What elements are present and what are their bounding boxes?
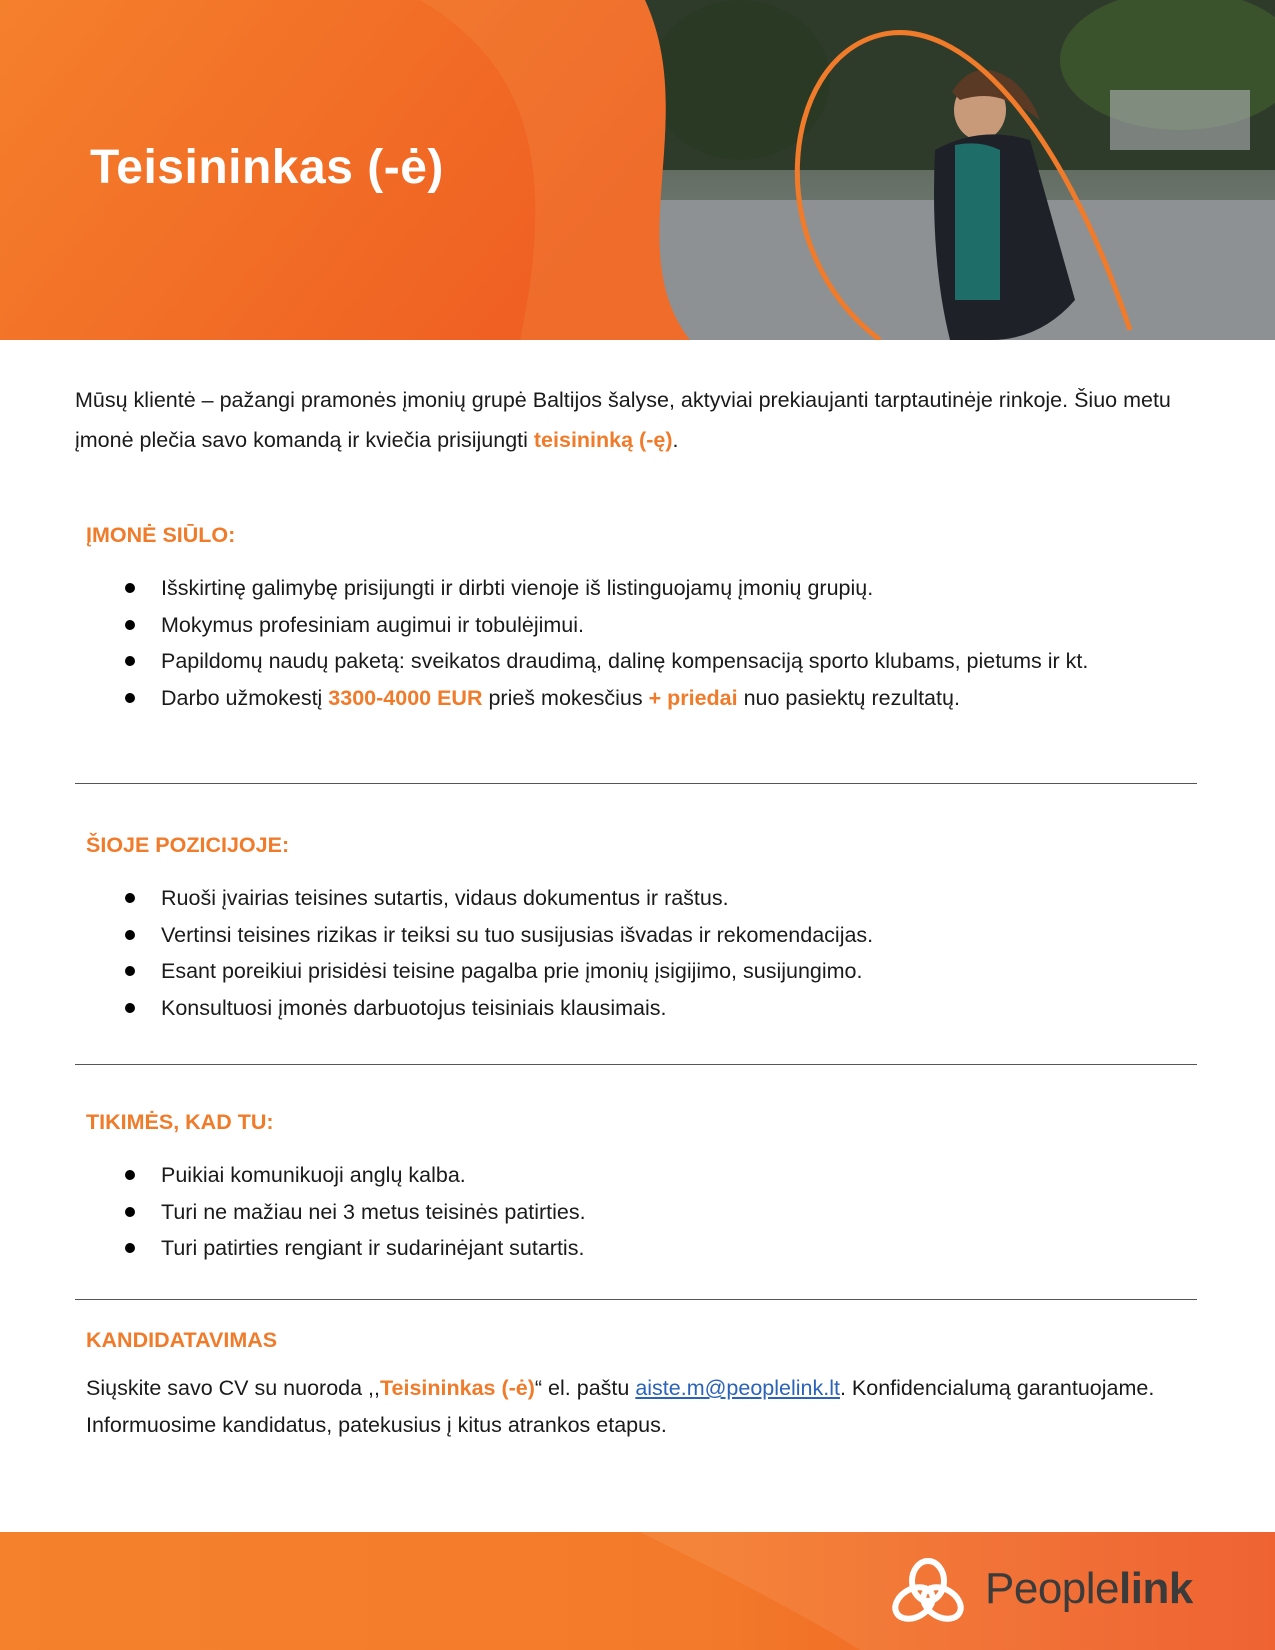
- list-item: [125, 990, 1205, 1027]
- bullet-icon: [125, 1243, 135, 1253]
- list-item: [125, 607, 1205, 644]
- apply-text: Siųskite savo CV su nuoroda ,,: [86, 1376, 380, 1400]
- brand-link: link: [1119, 1564, 1193, 1613]
- list-item-text: Puikiai komunikuoji anglų kalba.: [161, 1163, 466, 1187]
- email-link[interactable]: aiste.m@peoplelink.lt: [635, 1376, 840, 1400]
- expect-section-title: TIKIMĖS, KAD TU:: [86, 1110, 274, 1134]
- salary-prefix: Darbo užmokestį: [161, 685, 329, 710]
- bullet-icon: [125, 620, 135, 630]
- list-item-text: Išskirtinę galimybę prisijungti ir dirbti vienoje iš listinguojamų įmonių grupių.: [161, 576, 874, 600]
- apply-text-mid: “ el. paštu: [534, 1376, 636, 1400]
- section-divider: [75, 1064, 1197, 1065]
- list-item-text: Turi ne mažiau nei 3 metus teisinės patirties.: [161, 1199, 586, 1224]
- apply-paragraph: [86, 1370, 1196, 1443]
- salary-amount: 3300-4000 EUR: [328, 685, 483, 710]
- list-item: [125, 880, 1205, 917]
- salary-middle: prieš mokesčius: [482, 685, 649, 710]
- page-title: Teisininkas (-ė): [90, 141, 444, 194]
- list-item-text: Turi patirties rengiant ir sudarinėjant sutartis.: [161, 1236, 585, 1260]
- list-item-text: Papildomų naudų paketą: sveikatos draudimą, dalinę kompensaciją sporto klubams, pietums ir kt.: [161, 649, 1089, 673]
- position-list: [125, 880, 1205, 1026]
- apply-reference: Teisininkas (-ė): [380, 1376, 535, 1400]
- list-item: [125, 680, 1205, 717]
- list-item: [125, 917, 1205, 954]
- intro-text: Mūsų klientė – pažangi pramonės įmonių grupė Baltijos šalyse, aktyviai prekiaujanti tarptautinėje rinkoje. Šiuo metu įmonė plečia savo komandą ir kviečia prisijungti: [75, 388, 1171, 452]
- list-item-text: Konsultuosi įmonės darbuotojus teisiniais klausimais.: [161, 995, 667, 1020]
- brand-wordmark: [985, 1564, 1193, 1614]
- offer-list: [125, 570, 1205, 716]
- offer-section-title: ĮMONĖ SIŪLO:: [86, 523, 236, 547]
- intro-end: .: [672, 428, 679, 452]
- section-divider: [75, 1299, 1197, 1300]
- bullet-icon: [125, 930, 135, 940]
- section-divider: [75, 783, 1197, 784]
- position-section-title: ŠIOJE POZICIJOJE:: [86, 833, 290, 857]
- list-item-text: Mokymus profesiniam augimui ir tobulėjimui.: [161, 612, 584, 637]
- peoplelink-logo-icon: [890, 1557, 966, 1633]
- bullet-icon: [125, 1207, 135, 1217]
- bullet-icon: [125, 966, 135, 976]
- intro-highlight: teisininką (-ę): [533, 428, 673, 452]
- list-item: [125, 1194, 1205, 1231]
- list-item: [125, 1230, 1205, 1267]
- intro-paragraph: [75, 380, 1205, 460]
- bullet-icon: [125, 893, 135, 903]
- list-item: [125, 1157, 1205, 1194]
- apply-section-title: KANDIDATAVIMAS: [86, 1328, 278, 1352]
- footer-banner: [0, 1532, 1275, 1650]
- list-item: [125, 643, 1205, 680]
- salary-suffix: nuo pasiektų rezultatų.: [737, 685, 960, 710]
- bullet-icon: [125, 1003, 135, 1013]
- list-item-text: Ruoši įvairias teisines sutartis, vidaus dokumentus ir raštus.: [161, 886, 729, 910]
- apply-text-end: . Konfidencialumą garantuojame. Informuosime kandidatus, patekusius į kitus atrankos etapus.: [86, 1376, 1155, 1437]
- bullet-icon: [125, 583, 135, 593]
- header-banner: [0, 0, 1275, 340]
- bullet-icon: [125, 656, 135, 666]
- expect-list: [125, 1157, 1205, 1267]
- list-item: [125, 953, 1205, 990]
- bullet-icon: [125, 1170, 135, 1180]
- bullet-icon: [125, 693, 135, 703]
- list-item-text: Vertinsi teisines rizikas ir teiksi su tuo susijusias išvadas ir rekomendacijas.: [161, 922, 874, 947]
- list-item: [125, 570, 1205, 607]
- brand-people: People: [985, 1564, 1120, 1613]
- salary-bonus: + priedai: [648, 685, 738, 710]
- list-item-text: Esant poreikiui prisidėsi teisine pagalba prie įmonių įsigijimo, susijungimo.: [161, 959, 863, 983]
